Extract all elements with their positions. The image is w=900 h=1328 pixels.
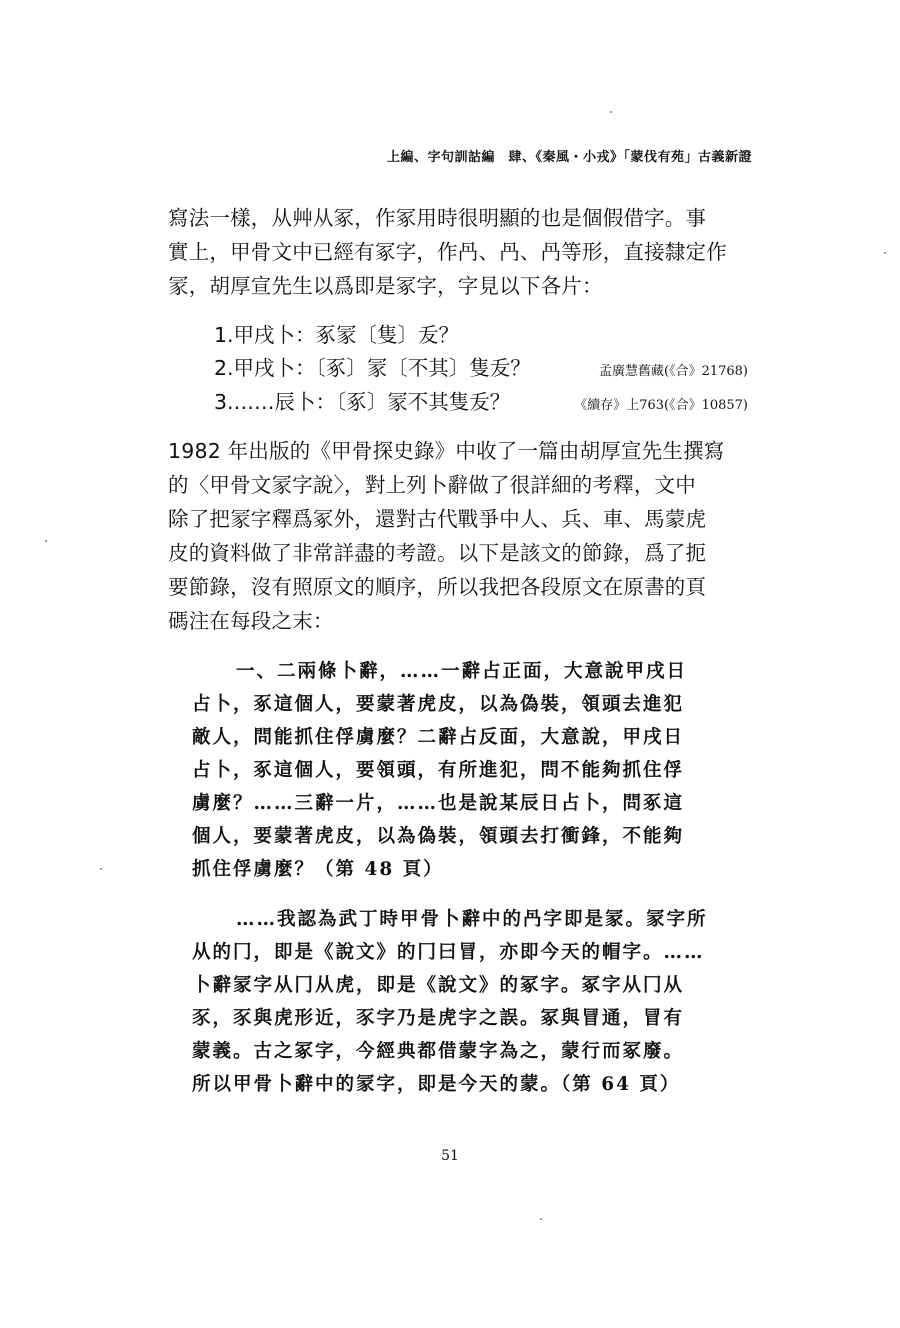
running-header: 上編、字句訓詁編 肆、《秦風・小戎》「蒙伐有苑」古義新證: [386, 150, 752, 165]
scan-speck: [884, 252, 886, 254]
example-text: 1.甲戌卜：豖冡〔隻〕叐？: [214, 323, 460, 347]
paragraph-line: 實上，甲骨文中已經有冢字，作冎、冎、冎等形，直接隸定作: [168, 240, 727, 264]
quote-line: 一、二兩條卜辭，……一辭占正面，大意說甲戌日: [236, 661, 688, 682]
quote-line: 所以甲骨卜辭中的冡字，即是今天的蒙。（第 64 頁）: [192, 1074, 681, 1095]
paragraph-line: 除了把冡字釋爲冢外，還對古代戰爭中人、兵、車、馬蒙虎: [168, 507, 707, 531]
quote-line: 占卜，豖這個人，要領頭，有所進犯，問不能夠抓住俘: [192, 760, 685, 781]
paragraph-line: 冡，胡厚宣先生以爲即是冢字，字見以下各片：: [168, 274, 603, 298]
quote-line: 从的冂，即是《說文》的冂曰冒，亦即今天的帽字。……: [192, 942, 705, 963]
scan-speck: [610, 111, 612, 113]
quote-line: 虜麼？……三辭一片，……也是說某辰日占卜，問豖這: [192, 793, 685, 814]
quote-line: ……我認為武丁時甲骨卜辭中的冎字即是冡。冡字所: [236, 909, 708, 930]
quote-line: 抓住俘虜麼？（第 48 頁）: [192, 859, 444, 880]
quote-line: 蒙義。古之冢字，今經典都借蒙字為之，蒙行而冢廢。: [192, 1041, 685, 1062]
example-text: 2.甲戌卜：〔豖〕冡〔不其〕隻叐？: [214, 356, 531, 380]
scan-speck: [100, 868, 102, 870]
quote-line: 占卜，豖這個人，要蒙著虎皮，以為偽裝，領頭去進犯: [192, 694, 685, 715]
quote-line: 卜辭冡字从冂从虎，即是《說文》的冢字。冢字从冂从: [192, 975, 685, 996]
paragraph-line: 皮的資料做了非常詳盡的考證。以下是該文的節錄，爲了扼: [168, 541, 707, 565]
example-source: 《續存》上763(《合》10857): [574, 398, 748, 413]
quote-line: 敵人，問能抓住俘虜麼？二辭占反面，大意說，甲戌日: [192, 727, 685, 748]
quote-line: 豕，豕與虎形近，豕字乃是虎字之誤。冢與冒通，冒有: [192, 1008, 685, 1029]
quote-line: 個人，要蒙著虎皮，以為偽裝，領頭去打衝鋒，不能夠: [192, 826, 685, 847]
scan-speck: [45, 540, 47, 542]
paragraph-line: 要節錄，沒有照原文的順序，所以我把各段原文在原書的頁: [168, 575, 707, 599]
page-number: 51: [441, 1148, 459, 1164]
example-source: 孟廣慧舊藏(《合》21768): [599, 364, 748, 379]
paragraph-line: 寫法一樣，从艸从冢，作冢用時很明顯的也是個假借字。事: [168, 206, 707, 230]
example-text: 3.……辰卜：〔豖〕冡不其隻叐？: [214, 390, 511, 414]
paragraph-line: 的〈甲骨文冡字說〉，對上列卜辭做了很詳細的考釋，文中: [168, 473, 696, 497]
scan-speck: [540, 1218, 542, 1220]
paragraph-line: 碼注在每段之末：: [168, 609, 334, 633]
paragraph-line: 1982 年出版的《甲骨探史錄》中收了一篇由胡厚宣先生撰寫: [168, 439, 725, 463]
